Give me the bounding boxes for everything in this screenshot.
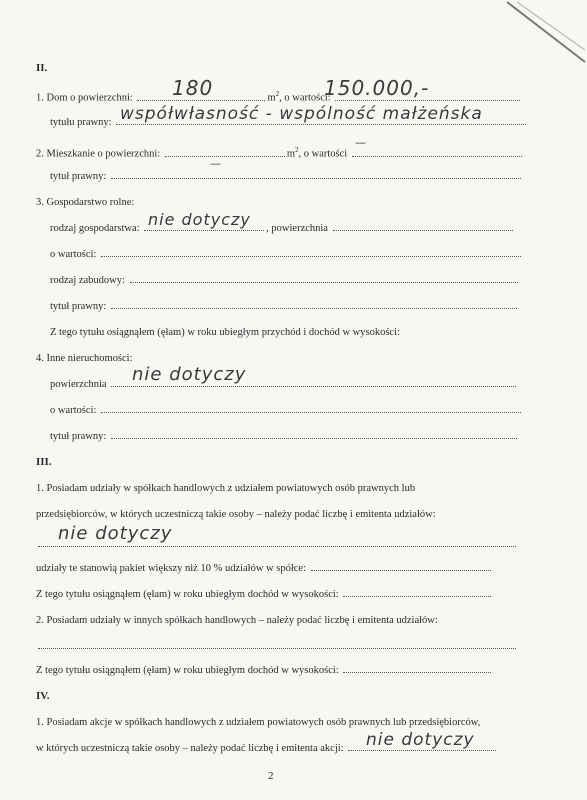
house-value-label: , o wartości: (279, 92, 331, 104)
shares-income-row (36, 588, 493, 601)
other-shares-income-row (36, 664, 493, 677)
flat-unit: m (286, 148, 296, 160)
house-title-value: współwłasność - wspólność małżeńska (120, 104, 483, 124)
flat-value-label: , o wartości (298, 148, 348, 160)
other-title-label: tytuł prawny: (50, 431, 107, 442)
farm-type-label: rodzaj gospodarstwa: (50, 223, 140, 234)
house-area-value: 180 (172, 76, 214, 100)
shares-answer: nie dotyczy (58, 523, 173, 544)
other-shares-income-label: Z tego tytułu osiągnąłem (ęłam) w roku ubiegłym dochód w wysokości: (36, 665, 339, 676)
farm-title-label: tytuł prawny: (50, 301, 107, 312)
house-title-label: tytułu prawny: (50, 117, 112, 128)
section-heading-iv: IV. (36, 690, 50, 702)
house-unit: m (267, 92, 276, 104)
farm-value-row (50, 248, 523, 261)
flat-title-row (50, 170, 523, 183)
other-value-row (50, 404, 523, 417)
shares-pack-row (36, 562, 493, 575)
other-value-label: o wartości: (50, 405, 97, 416)
shares-line1: 1. Posiadam udziały w spółkach handlowych z udziałem powiatowych osób prawnych lub (36, 483, 416, 494)
farm-label: 3. Gospodarstwo rolne: (36, 197, 135, 208)
farm-type-row (50, 222, 515, 235)
farm-buildings-row (50, 274, 520, 287)
section-heading-iii: III. (36, 456, 52, 468)
flat-title-label: tytuł prawny: (50, 171, 107, 182)
farm-title-row (50, 300, 519, 313)
other-area-label: powierzchnia (50, 379, 107, 390)
other-shares-answer-row (36, 640, 518, 653)
house-area-row (36, 88, 522, 105)
farm-area-label: , powierzchnia (266, 223, 328, 234)
flat-title-value: — (210, 157, 222, 170)
house-label: 1. Dom o powierzchni: (36, 92, 133, 104)
stocks-line1: 1. Posiadam akcje w spółkach handlowych z udziałem powiatowych osób prawnych lub przedsiębiorców, (36, 717, 481, 728)
farm-buildings-label: rodzaj zabudowy: (50, 275, 125, 286)
flat-row (36, 144, 524, 161)
other-title-row (50, 430, 519, 443)
farm-income-text: Z tego tytułu osiągnąłem (ęłam) w roku ubiegłym przychód i dochód w wysokości: (50, 327, 400, 338)
farm-value-label: o wartości: (50, 249, 97, 260)
flat-unit-sup: 2 (295, 146, 299, 154)
other-property-label: 4. Inne nieruchomości: (36, 353, 133, 364)
section-heading-ii: II. (36, 62, 48, 74)
shares-line2: przedsiębiorców, w których uczestniczą takie osoby – należy podać liczbę i emitenta udziałów: (36, 509, 436, 520)
stocks-line2: w których uczestniczą takie osoby – należy podać liczbę i emitenta akcji: (36, 743, 344, 754)
shares-income-label: Z tego tytułu osiągnąłem (ęłam) w roku ubiegłym dochód w wysokości: (36, 589, 339, 600)
other-area-value: nie dotyczy (132, 364, 247, 385)
house-value: 150.000,- (324, 76, 430, 100)
page-fold-mark (497, 0, 587, 70)
other-area-row (50, 378, 518, 391)
house-unit-sup: 2 (275, 90, 280, 98)
other-shares-line1: 2. Posiadam udziały w innych spółkach handlowych – należy podać liczbę i emitenta udziałów: (36, 615, 438, 626)
farm-type-value: nie dotyczy (148, 210, 251, 229)
page-number: 2 (268, 770, 274, 782)
flat-label: 2. Mieszkanie o powierzchni: (36, 148, 161, 160)
stocks-answer: nie dotyczy (366, 730, 475, 750)
flat-value: — (355, 136, 367, 149)
shares-pack-label: udziały te stanowią pakiet większy niż 10 % udziałów w spółce: (36, 563, 307, 574)
